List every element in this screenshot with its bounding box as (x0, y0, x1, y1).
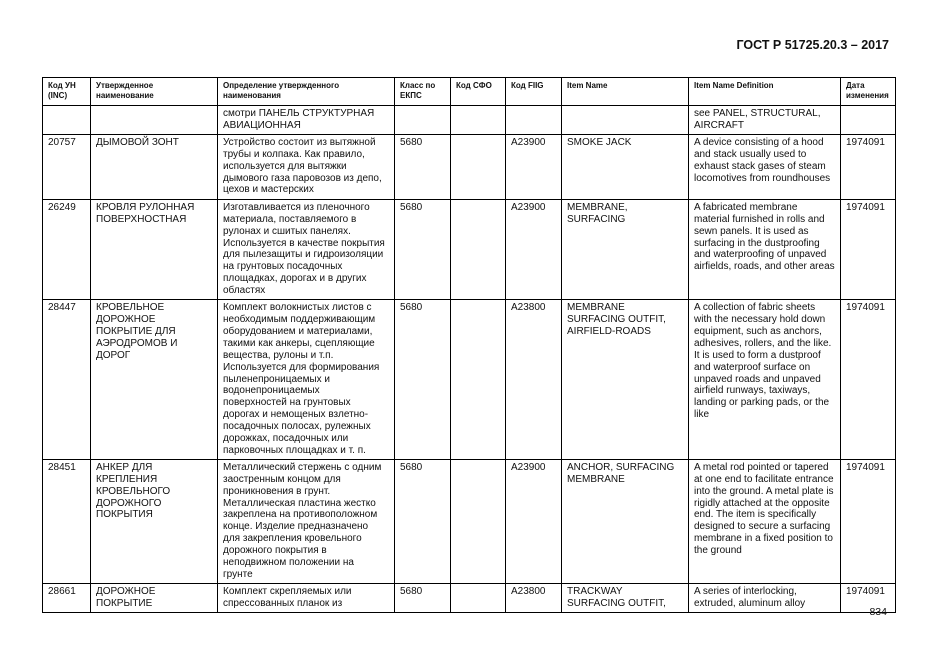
cell-fiig: A23900 (506, 199, 562, 299)
cell-sfo (451, 300, 506, 460)
cell-item-definition: A fabricated membrane material furnished in rolls and sewn panels. It is used as surfacing in the dustproofing and waterproofing of unpaved airfields, roads, and other areas (689, 199, 841, 299)
cell-date: 1974091 (841, 300, 896, 460)
cell-inc: 28451 (43, 459, 91, 583)
cell-definition: смотри ПАНЕЛЬ СТРУКТУРНАЯ АВИАЦИОННАЯ (218, 106, 395, 135)
cell-item-name: SMOKE JACK (562, 134, 689, 199)
table-row (43, 199, 896, 299)
cell-approved-name: ДЫМОВОЙ ЗОНТ (91, 134, 218, 199)
cell-approved-name: ДОРОЖНОЕ ПОКРЫТИЕ (91, 583, 218, 612)
cell-item-definition: A collection of fabric sheets with the necessary hold down equipment, such as anchors, adhesives, rollers, and the like. It is used to form a dustproof and waterproof surface on unpaved roads and unpaved airfield runways, taxiways, landing or parking pads, or the like (689, 300, 841, 460)
cell-fiig (506, 106, 562, 135)
cell-definition: Комплект скрепляемых или спрессованных планок из (218, 583, 395, 612)
cell-item-name (562, 106, 689, 135)
table-header-row (43, 78, 896, 106)
cell-date: 1974091 (841, 459, 896, 583)
cell-class: 5680 (395, 134, 451, 199)
cell-sfo (451, 459, 506, 583)
cell-class: 5680 (395, 459, 451, 583)
cell-approved-name: АНКЕР ДЛЯ КРЕПЛЕНИЯ КРОВЕЛЬНОГО ДОРОЖНОГО ПОКРЫТИЯ (91, 459, 218, 583)
column-header-approved-name: Утвержденное наименование (91, 78, 218, 106)
cell-approved-name: КРОВЕЛЬНОЕ ДОРОЖНОЕ ПОКРЫТИЕ ДЛЯ АЭРОДРОМОВ И ДОРОГ (91, 300, 218, 460)
cell-definition: Металлический стержень с одним заостренным концом для проникновения в грунт. Металлическая пластина жестко закреплена на противоположном конце. Изделие предназначено для закрепления кровельного дорожного покрытия в неподвижном положении на грунте (218, 459, 395, 583)
table-row (43, 300, 896, 460)
cell-inc: 26249 (43, 199, 91, 299)
cell-definition: Устройство состоит из вытяжной трубы и колпака. Как правило, используется для вытяжки дымового газа паровозов из депо, цехов и мастерских (218, 134, 395, 199)
cell-item-definition: A metal rod pointed or tapered at one end to facilitate entrance into the ground. A metal plate is rigidly attached at the opposite end. The item is specifically designed to secure a surfacing membrane in a fixed position to the ground (689, 459, 841, 583)
table-row (43, 106, 896, 135)
cell-fiig: A23900 (506, 459, 562, 583)
column-header-sfo: Код СФО (451, 78, 506, 106)
cell-fiig: A23800 (506, 300, 562, 460)
column-header-fiig: Код FIIG (506, 78, 562, 106)
cell-class (395, 106, 451, 135)
column-header-inc: Код УН (INC) (43, 78, 91, 106)
column-header-date: Дата изменения (841, 78, 896, 106)
cell-class: 5680 (395, 583, 451, 612)
cell-class: 5680 (395, 300, 451, 460)
page-number: 834 (869, 606, 887, 618)
column-header-item-name: Item Name (562, 78, 689, 106)
cell-sfo (451, 583, 506, 612)
cell-definition: Комплект волокнистых листов с необходимым поддерживающим оборудованием и материалами, такими как анкеры, сцепляющие вещества, рулоны и т.п. Используется для формирования пыленепроницаемых и водонепроницаемых поверхностей на грунтовых дорогах и немощеных взлетно- посадочных полосах, рулежных дорожках, посадочных или парковочных площадках и т. п. (218, 300, 395, 460)
cell-item-definition: A series of interlocking, extruded, aluminum alloy (689, 583, 841, 612)
cell-inc (43, 106, 91, 135)
cell-date (841, 106, 896, 135)
cell-item-name: ANCHOR, SURFACING MEMBRANE (562, 459, 689, 583)
column-header-item-definition: Item Name Definition (689, 78, 841, 106)
column-header-class: Класс по ЕКПС (395, 78, 451, 106)
cell-approved-name (91, 106, 218, 135)
cell-approved-name: КРОВЛЯ РУЛОННАЯ ПОВЕРХНОСТНАЯ (91, 199, 218, 299)
cell-inc: 28447 (43, 300, 91, 460)
table-row (43, 134, 896, 199)
cell-definition: Изготавливается из пленочного материала, поставляемого в рулонах и сшитых панелях. Используется в качестве покрытия для пылезащиты и гидроизоляции на грунтовых посадочных площадках, дорогах и в других областях (218, 199, 395, 299)
cell-inc: 28661 (43, 583, 91, 612)
cell-fiig: A23900 (506, 134, 562, 199)
cell-date: 1974091 (841, 199, 896, 299)
cell-item-name: MEMBRANE, SURFACING (562, 199, 689, 299)
classification-table (42, 77, 896, 613)
cell-class: 5680 (395, 199, 451, 299)
cell-item-definition: A device consisting of a hood and stack usually used to exhaust stack gases of steam locomotives from roundhouses (689, 134, 841, 199)
cell-item-name: MEMBRANE SURFACING OUTFIT, AIRFIELD-ROADS (562, 300, 689, 460)
cell-sfo (451, 134, 506, 199)
cell-item-name: TRACKWAY SURFACING OUTFIT, (562, 583, 689, 612)
table-row (43, 459, 896, 583)
column-header-definition: Определение утвержденного наименования (218, 78, 395, 106)
cell-inc: 20757 (43, 134, 91, 199)
cell-date: 1974091 (841, 583, 896, 612)
document-standard-header: ГОСТ Р 51725.20.3 – 2017 (736, 38, 889, 52)
cell-sfo (451, 106, 506, 135)
cell-fiig: A23800 (506, 583, 562, 612)
table-row (43, 583, 896, 612)
cell-date: 1974091 (841, 134, 896, 199)
cell-item-definition: see PANEL, STRUCTURAL, AIRCRAFT (689, 106, 841, 135)
cell-sfo (451, 199, 506, 299)
